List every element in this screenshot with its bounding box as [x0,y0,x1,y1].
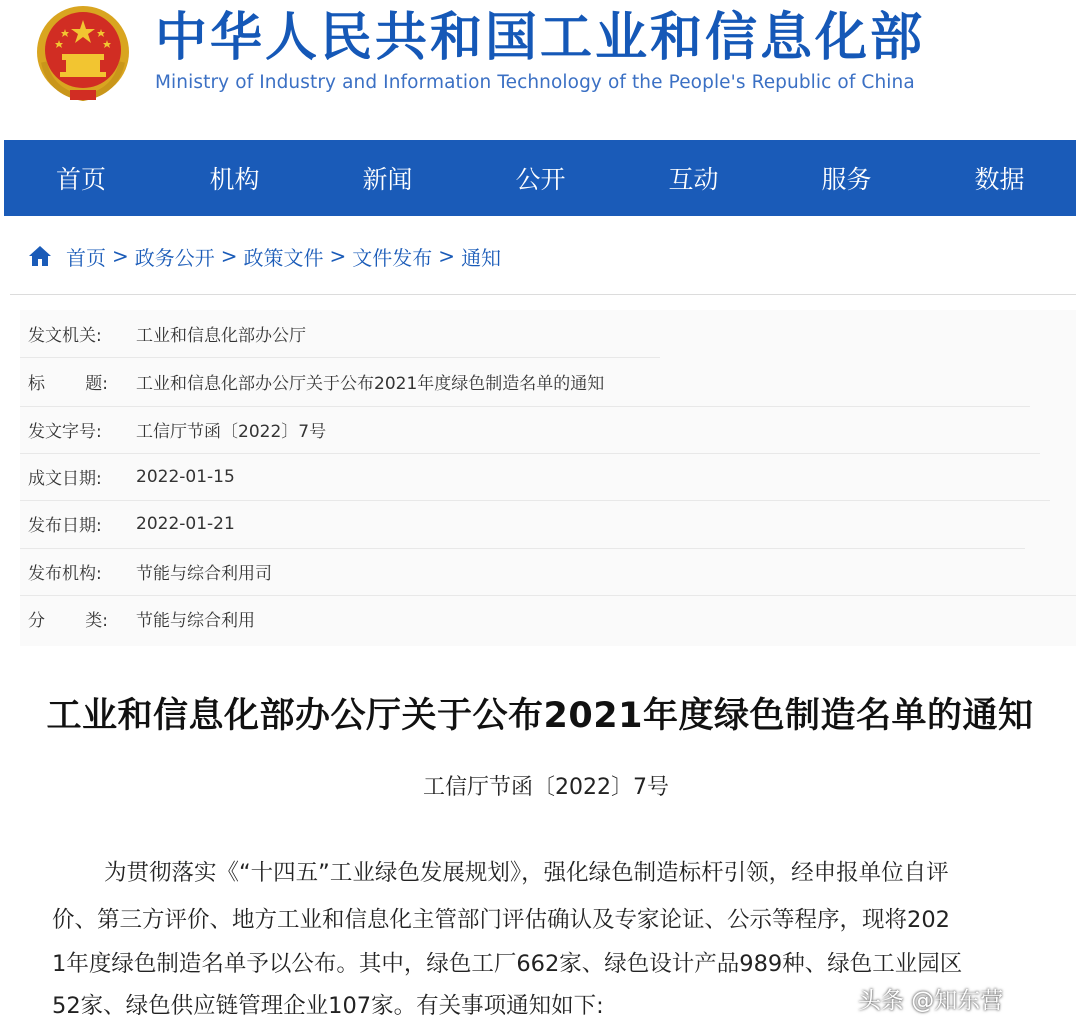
paragraph-line: 为贯彻落实《“十四五”工业绿色发展规划》，强化绿色制造标杆引领，经申报单位自评 [104,860,949,886]
breadcrumb [28,240,501,272]
meta-label [28,369,108,394]
meta-row-title [20,358,1076,405]
nav-item-news[interactable]: 新闻 [362,165,413,194]
meta-label-part: 题: [85,374,108,394]
breadcrumb-policy-docs[interactable]: 政策文件 [243,245,324,270]
main-nav [4,140,1076,216]
nav-item-data[interactable]: 数据 [974,165,1025,194]
paragraph-line: 价、第三方评价、地方工业和信息化主管部门评估确认及专家论证、公示等程序，现将202 [52,907,950,933]
meta-value-category: 节能与综合利用 [136,611,255,631]
meta-row-category [20,595,1076,642]
breadcrumb-notice[interactable]: 通知 [461,245,502,270]
meta-label [28,606,108,631]
meta-label: 成文日期: [28,469,102,489]
meta-value-publish-date: 2022-01-21 [136,513,235,534]
meta-label: 发文字号: [28,422,102,442]
meta-value-issuer: 工业和信息化部办公厅 [136,326,306,346]
paragraph-line: 52家、绿色供应链管理企业107家。有关事项通知如下: [52,993,604,1019]
meta-label-part: 类: [85,611,108,631]
document-number: 工信厅节函〔2022〕7号 [423,775,669,800]
meta-value-doc-no: 工信厅节函〔2022〕7号 [136,422,327,442]
meta-value-publisher: 节能与综合利用司 [136,564,272,584]
national-emblem-icon[interactable] [30,2,136,106]
meta-row-publish-date [20,500,1076,547]
site-subtitle: Ministry of Industry and Information Technology of the People's Republic of China [155,72,915,93]
meta-label: 发布日期: [28,516,102,536]
meta-row-publisher [20,548,1076,595]
meta-label: 发布机构: [28,564,102,584]
watermark: 头条 @知东营 [858,988,1004,1014]
meta-value-title: 工业和信息化部办公厅关于公布2021年度绿色制造名单的通知 [136,374,605,394]
document-meta-table [20,310,1076,646]
nav-item-interaction[interactable]: 互动 [668,165,719,194]
meta-label-part: 标 [28,374,45,394]
site-title: 中华人民共和国工业和信息化部 [155,8,926,68]
meta-label: 发文机关: [28,326,102,346]
breadcrumb-doc-release[interactable]: 文件发布 [352,245,433,270]
nav-item-home[interactable]: 首页 [55,165,106,194]
breadcrumb-separator: > [438,244,456,268]
section-divider [10,294,1076,295]
site-header [0,0,1080,140]
meta-row-doc-no [20,406,1076,453]
home-icon[interactable] [28,245,52,267]
meta-label-part: 分 [28,611,45,631]
meta-value-written-date: 2022-01-15 [136,466,235,487]
breadcrumb-home[interactable]: 首页 [66,245,106,270]
breadcrumb-gov-affairs[interactable]: 政务公开 [134,245,215,270]
nav-item-organization[interactable]: 机构 [209,165,260,194]
breadcrumb-separator: > [329,244,347,268]
paragraph-line: 1年度绿色制造名单予以公布。其中，绿色工厂662家、绿色设计产品989种、绿色工业园区 [52,951,963,977]
breadcrumb-separator: > [220,244,238,268]
meta-row-written-date [20,453,1076,500]
document-title: 工业和信息化部办公厅关于公布2021年度绿色制造名单的通知 [46,696,1034,736]
nav-item-public[interactable]: 公开 [515,165,566,194]
breadcrumb-separator: > [112,244,129,268]
meta-row-issuer [20,310,1076,357]
nav-item-service[interactable]: 服务 [821,165,872,194]
